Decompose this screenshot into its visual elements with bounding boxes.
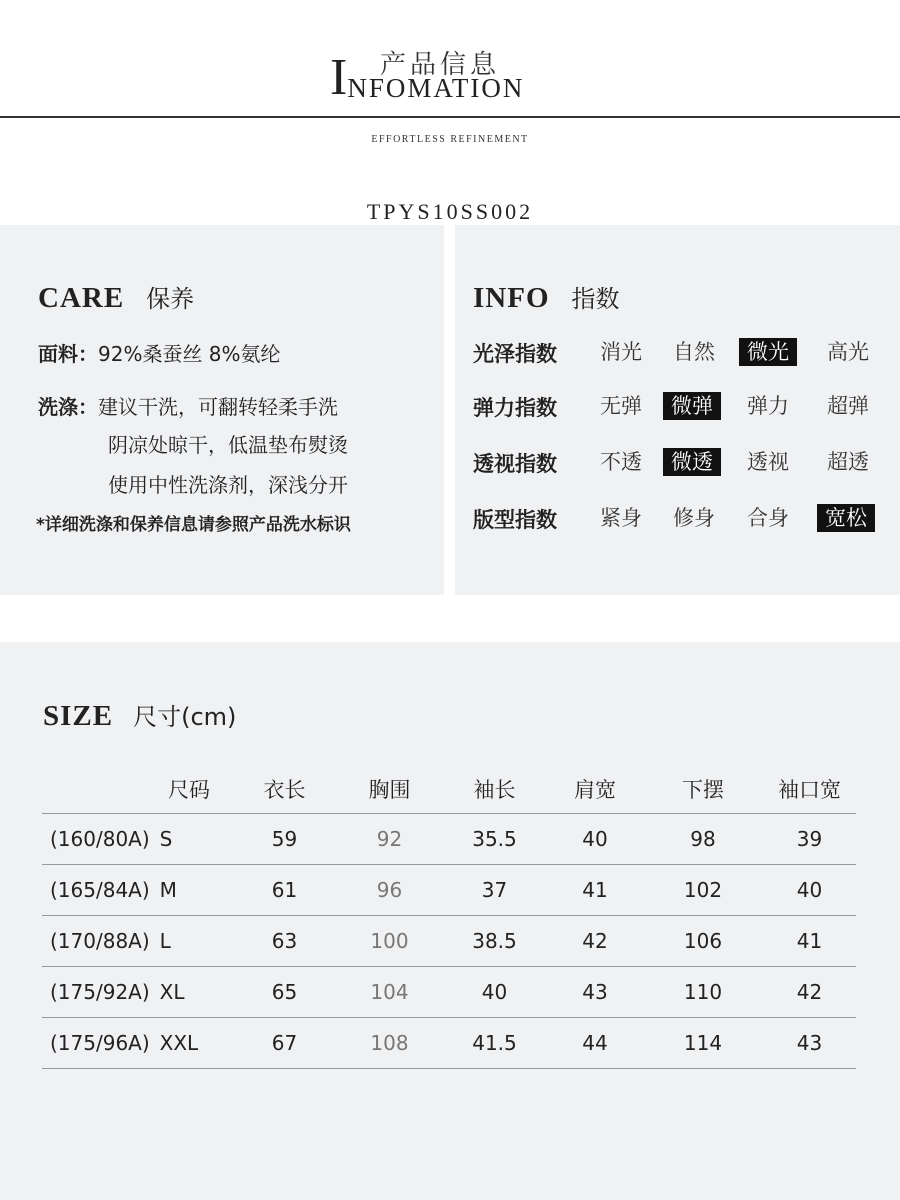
index-option: 高光	[827, 340, 869, 364]
column-header: 肩宽	[574, 777, 616, 802]
info-title-en: INFO	[473, 282, 550, 314]
size-table	[42, 764, 856, 1069]
size-spec: (160/80A)	[50, 827, 150, 851]
size-code: M	[159, 878, 177, 902]
index-option: 微透	[663, 448, 721, 476]
size-spec-cell	[42, 814, 232, 865]
size-spec: (175/96A)	[50, 1031, 150, 1055]
index-option: 超透	[827, 450, 869, 474]
index-option: 无弹	[600, 394, 642, 418]
care-title-en: CARE	[38, 282, 125, 314]
table-cell: 96	[337, 865, 442, 916]
page-title-cn: 产品信息	[380, 50, 501, 80]
header-divider	[0, 116, 900, 118]
table-cell: 59	[232, 814, 337, 865]
info-title	[473, 279, 620, 315]
size-code: XL	[159, 980, 185, 1004]
product-sku: TPYS10SS002	[366, 199, 534, 224]
size-spec-cell	[42, 1018, 232, 1069]
table-row	[42, 1018, 856, 1069]
index-option: 消光	[600, 340, 642, 364]
index-option: 透视	[747, 450, 789, 474]
wash-text-3: 使用中性洗涤剂，深浅分开	[108, 473, 348, 497]
index-option: 修身	[673, 506, 715, 530]
size-spec: (165/84A)	[50, 878, 150, 902]
index-option: 超弹	[827, 394, 869, 418]
size-spec: (170/88A)	[50, 929, 150, 953]
size-spec-cell	[42, 865, 232, 916]
index-option: 合身	[747, 506, 789, 530]
page-title-initial: I	[330, 49, 348, 106]
table-cell: 98	[643, 814, 763, 865]
fabric-label: 面料：	[38, 342, 98, 366]
column-header: 尺码	[168, 777, 210, 802]
page-title-en	[330, 49, 525, 106]
table-cell: 39	[763, 814, 856, 865]
size-title-cn: 尺寸(cm)	[133, 703, 237, 731]
wash-line-1	[38, 391, 338, 420]
size-title-en: SIZE	[43, 700, 114, 732]
table-cell: 40	[442, 967, 547, 1018]
table-row	[42, 814, 856, 865]
table-cell: 41.5	[442, 1018, 547, 1069]
care-note: *详细洗涤和保养信息请参照产品洗水标识	[36, 515, 351, 535]
index-label: 版型指数	[473, 508, 557, 532]
size-title	[43, 697, 236, 733]
size-spec-cell	[42, 967, 232, 1018]
table-cell: 67	[232, 1018, 337, 1069]
index-option: 微弹	[663, 392, 721, 420]
table-cell: 100	[337, 916, 442, 967]
index-label: 弹力指数	[473, 396, 557, 420]
table-cell: 38.5	[442, 916, 547, 967]
index-label: 光泽指数	[473, 342, 557, 366]
wash-text-2: 阴凉处晾干，低温垫布熨烫	[108, 433, 348, 457]
size-table-header	[42, 764, 856, 814]
table-cell: 108	[337, 1018, 442, 1069]
table-cell: 63	[232, 916, 337, 967]
table-cell: 40	[763, 865, 856, 916]
table-cell: 43	[547, 967, 643, 1018]
index-option: 不透	[600, 450, 642, 474]
table-cell: 35.5	[442, 814, 547, 865]
table-cell: 114	[643, 1018, 763, 1069]
size-spec: (175/92A)	[50, 980, 150, 1004]
fabric-value: 92%桑蚕丝 8%氨纶	[98, 342, 281, 366]
column-header: 袖口宽	[778, 777, 841, 802]
size-code: XXL	[159, 1031, 199, 1055]
fabric-line	[38, 338, 281, 367]
table-cell: 106	[643, 916, 763, 967]
table-cell: 40	[547, 814, 643, 865]
table-cell: 41	[763, 916, 856, 967]
table-cell: 43	[763, 1018, 856, 1069]
info-title-cn: 指数	[571, 285, 620, 313]
index-option: 宽松	[817, 504, 875, 532]
table-cell: 92	[337, 814, 442, 865]
wash-label: 洗涤：	[38, 395, 98, 419]
care-title-cn: 保养	[146, 285, 195, 313]
tagline: EFFORTLESS REFINEMENT	[371, 134, 529, 145]
index-option: 自然	[673, 340, 715, 364]
column-header: 胸围	[368, 777, 411, 802]
table-cell: 41	[547, 865, 643, 916]
index-label: 透视指数	[473, 452, 557, 476]
table-cell: 110	[643, 967, 763, 1018]
table-row	[42, 916, 856, 967]
index-option: 弹力	[747, 394, 789, 418]
column-header: 下摆	[682, 777, 724, 802]
column-header: 袖长	[473, 777, 516, 802]
table-cell: 61	[232, 865, 337, 916]
table-cell: 42	[547, 916, 643, 967]
table-cell: 65	[232, 967, 337, 1018]
info-header	[0, 0, 900, 225]
wash-text-1: 建议干洗，可翻转轻柔手洗	[98, 395, 338, 419]
index-option: 微光	[739, 338, 797, 366]
table-row	[42, 865, 856, 916]
care-title	[38, 279, 194, 315]
table-cell: 44	[547, 1018, 643, 1069]
table-cell: 104	[337, 967, 442, 1018]
table-cell: 37	[442, 865, 547, 916]
index-option: 紧身	[600, 506, 642, 530]
table-cell: 102	[643, 865, 763, 916]
table-row	[42, 967, 856, 1018]
page-title-rest: NFOMATION	[347, 73, 525, 103]
table-cell: 42	[763, 967, 856, 1018]
column-header: 衣长	[263, 777, 306, 802]
size-spec-cell	[42, 916, 232, 967]
size-code: L	[159, 929, 171, 953]
size-code: S	[159, 827, 173, 851]
